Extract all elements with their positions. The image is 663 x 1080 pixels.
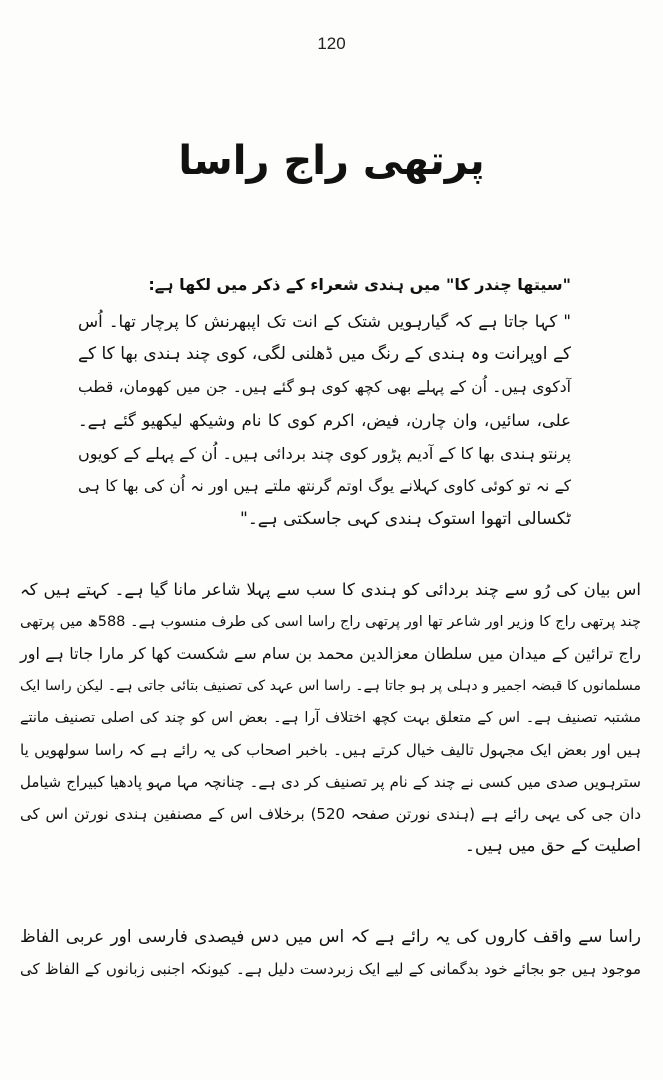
page-number: 120 bbox=[317, 34, 346, 53]
paragraph-line: اس بیان کی رُو سے چند بردائی کو ہندی کا سب سے پہلا شاعر مانا گیا ہے۔ کہتے ہیں کہ bbox=[20, 580, 641, 599]
paragraph-line: دان جی کی یہی رائے ہے (ہندی نورتن صفحہ 520) برخلاف اس کے مصنفین ہندی نورتن اس کی bbox=[20, 805, 641, 823]
quote-line: کے نہ تو کوئی کاوی کہلانے یوگ اوتم گرنتھ ملتے ہیں اور نہ اُن کی بھا کا ہی bbox=[78, 477, 571, 495]
quote-line: ٹکسالی اتھوا استوک ہندی کہی جاسکتی ہے۔" bbox=[240, 509, 571, 529]
paragraph-line: راسا سے واقف کاروں کی یہ رائے ہے کہ اس میں دس فیصدی فارسی اور عربی الفاظ bbox=[20, 927, 641, 947]
quote-line: " کہا جاتا ہے کہ گیارہویں شتک کے انت تک اپبھرنش کا پرچار تھا۔ اُس bbox=[78, 312, 571, 331]
paragraph-line: راج ترائین کے میدان میں سلطان معزالدین محمد بن سام سے شکست کھا کر مارا جاتا ہے اور bbox=[20, 644, 641, 663]
body-paragraph-2 bbox=[20, 921, 641, 985]
paragraph-line: سترہویں صدی میں کسی نے چند کے نام پر تصنیف کر دی ہے۔ چنانچہ مہا مہو پادھیا کبیراج شیامل bbox=[20, 773, 641, 791]
paragraph-line: موجود ہیں جو بجائے خود بدگمانی کے لیے ایک زبردست دلیل ہے۔ کیونکہ اجنبی زبانوں کے الفاظ کی bbox=[20, 960, 641, 978]
paragraph-line: مشتبہ تصنیف ہے۔ اس کے متعلق بہت کچھ اختلاف آرا ہے۔ بعض اس کو چند کی اصلی تصنیف مانتے bbox=[20, 710, 641, 726]
paragraph-line: ہیں اور بعض ایک مجہول تالیف خیال کرتے ہیں۔ باخبر اصحاب کی یہ رائے ہے کہ راسا سولھویں یا bbox=[20, 741, 641, 759]
body-paragraph-1 bbox=[20, 574, 641, 862]
paragraph-line: اصلیت کے حق میں ہیں۔ bbox=[464, 836, 641, 856]
quote-line: کے اوپرانت وہ ہندی کے رنگ میں ڈھلنی لگی، کوی چند ہندی بھا کا کے bbox=[78, 344, 571, 364]
paragraph-line: مسلمانوں کا قبضہ اجمیر و دہلی پر ہو جاتا ہے۔ راسا اس عہد کی تصنیف بتائی جاتی ہے۔ لیکن راسا ایک bbox=[20, 678, 641, 694]
quote-line: آدکوی ہیں۔ اُن کے پہلے بھی کچھ کوی ہو گئے ہیں۔ جن میں کھومان، قطب bbox=[78, 378, 571, 396]
chapter-title: پرتھی راج راسا bbox=[178, 138, 485, 184]
paragraph-line: چند پرتھی راج کا وزیر اور شاعر تھا اور پرتھی راج راسا اسی کی طرف منسوب ہے۔ 588ھ میں پرتھی bbox=[20, 614, 641, 630]
intro-line: "سیتھا چندر کا" میں ہندی شعراء کے ذکر میں لکھا ہے: bbox=[148, 275, 571, 294]
quote-line: پرنتو ہندی بھا کا کے آدیم پڑور کوی چند بردائی ہیں۔ اُن کے پہلے کے کویوں bbox=[78, 444, 571, 463]
block-quote bbox=[78, 305, 571, 536]
quote-line: علی، سائیں، وان چارن، فیض، اکرم کوی کا نام وشیکھ لیکھیو گئے ہے۔ bbox=[78, 411, 571, 430]
